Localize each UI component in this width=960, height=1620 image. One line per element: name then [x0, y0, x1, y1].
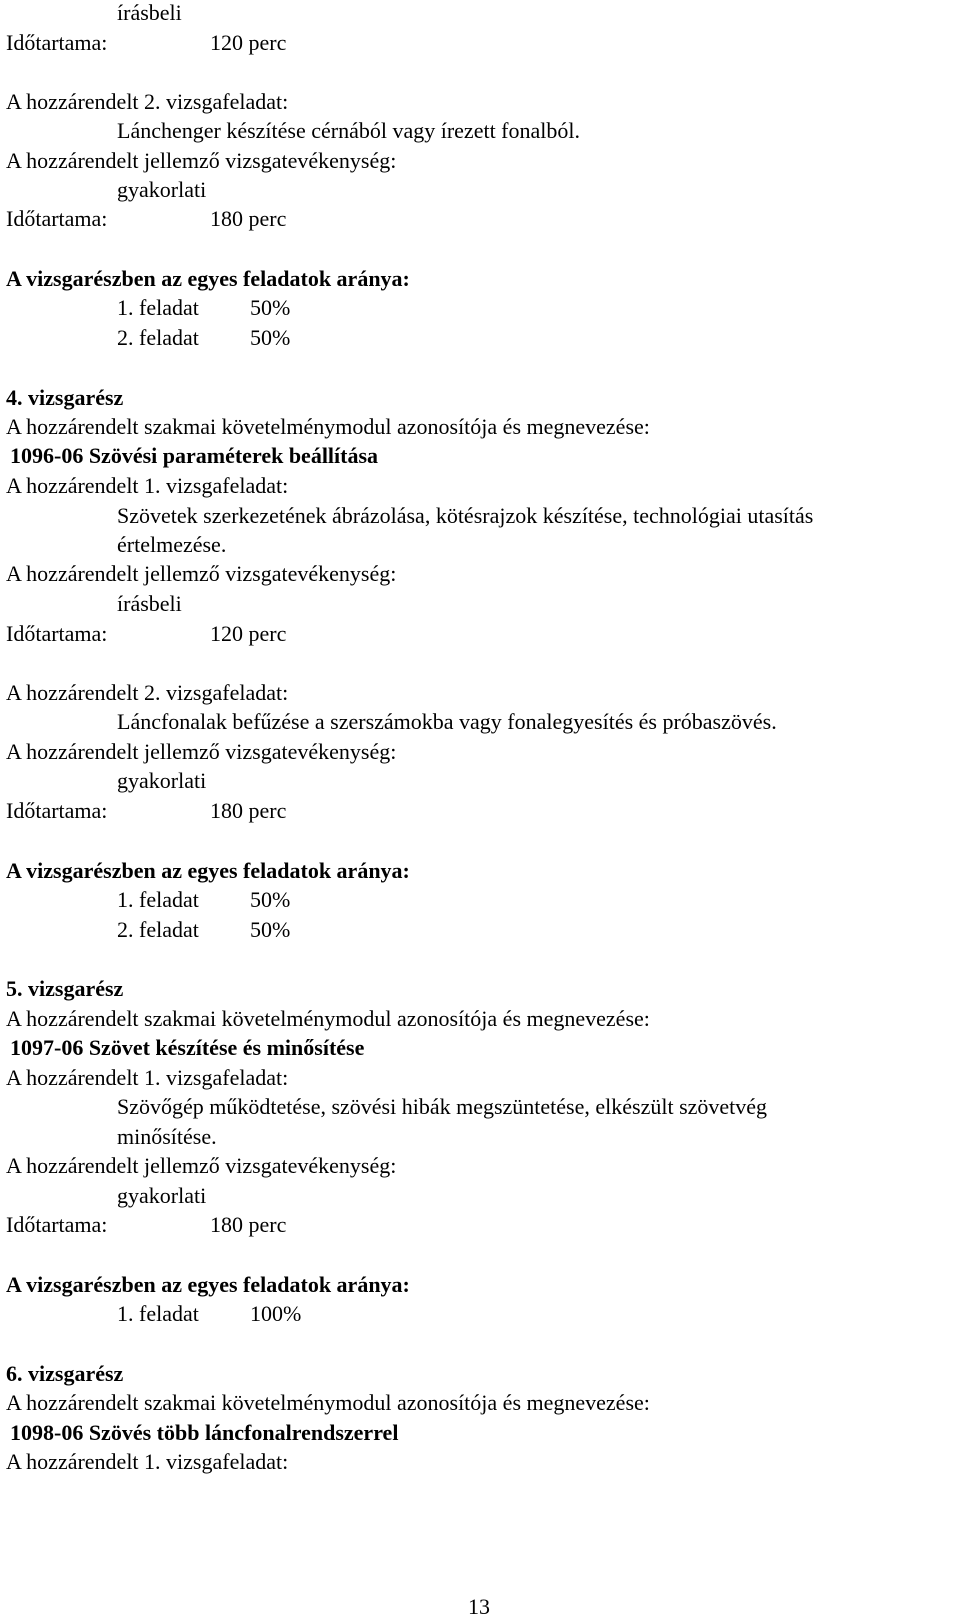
activity-type-text: gyakorlati	[117, 768, 207, 793]
activity-label: A hozzárendelt jellemző vizsgatevékenység:	[6, 739, 397, 764]
task1-text-line1: Szövetek szerkezetének ábrázolása, kötésrajzok készítése, technológiai utasítás	[117, 503, 814, 528]
activity-label: A hozzárendelt jellemző vizsgatevékenység:	[6, 561, 397, 586]
ratio-heading: A vizsgarészben az egyes feladatok aránya:	[6, 858, 410, 883]
part6-module: 1098-06 Szövés több láncfonalrendszerrel	[10, 1420, 399, 1445]
activity-label: A hozzárendelt jellemző vizsgatevékenység:	[6, 148, 397, 173]
part6-title: 6. vizsgarész	[6, 1361, 124, 1386]
task1-text-line2: minősítése.	[117, 1124, 217, 1149]
activity-type-text: írásbeli	[117, 591, 182, 616]
duration-label: Időtartama:	[6, 1212, 108, 1237]
module-label: A hozzárendelt szakmai követelménymodul azonosítója és megnevezése:	[6, 1390, 650, 1415]
part4-title: 4. vizsgarész	[6, 385, 124, 410]
ratio-task-value: 50%	[250, 295, 291, 320]
ratio-task-label: 2. feladat	[117, 325, 199, 350]
part4-module: 1096-06 Szövési paraméterek beállítása	[10, 443, 379, 468]
activity-label: A hozzárendelt jellemző vizsgatevékenység:	[6, 1153, 397, 1178]
duration-label: Időtartama:	[6, 30, 108, 55]
ratio-task-label: 1. feladat	[117, 295, 199, 320]
task2-label: A hozzárendelt 2. vizsgafeladat:	[6, 680, 289, 705]
ratio-heading: A vizsgarészben az egyes feladatok aránya:	[6, 1272, 410, 1297]
duration-value: 180 perc	[210, 206, 287, 231]
ratio-heading: A vizsgarészben az egyes feladatok aránya:	[6, 266, 410, 291]
page-number: 13	[468, 1594, 490, 1619]
duration-label: Időtartama:	[6, 206, 108, 231]
activity-type-text: gyakorlati	[117, 177, 207, 202]
duration-label: Időtartama:	[6, 621, 108, 646]
duration-label: Időtartama:	[6, 798, 108, 823]
activity-type-text: írásbeli	[117, 0, 182, 25]
module-label: A hozzárendelt szakmai követelménymodul azonosítója és megnevezése:	[6, 1006, 650, 1031]
duration-value: 120 perc	[210, 30, 287, 55]
ratio-task-label: 2. feladat	[117, 917, 199, 942]
ratio-task-label: 1. feladat	[117, 887, 199, 912]
task1-text-line2: értelmezése.	[117, 532, 227, 557]
ratio-task-label: 1. feladat	[117, 1301, 199, 1326]
task1-label: A hozzárendelt 1. vizsgafeladat:	[6, 1065, 289, 1090]
ratio-task-value: 50%	[250, 917, 291, 942]
ratio-task-value: 100%	[250, 1301, 302, 1326]
duration-value: 120 perc	[210, 621, 287, 646]
activity-type-text: gyakorlati	[117, 1183, 207, 1208]
duration-value: 180 perc	[210, 798, 287, 823]
duration-value: 180 perc	[210, 1212, 287, 1237]
task1-text-line1: Szövőgép működtetése, szövési hibák megszüntetése, elkészült szövetvég	[117, 1094, 768, 1119]
task2-text: Lánchenger készítése cérnából vagy írezett fonalból.	[117, 118, 580, 143]
task1-label: A hozzárendelt 1. vizsgafeladat:	[6, 1449, 289, 1474]
task2-label: A hozzárendelt 2. vizsgafeladat:	[6, 89, 289, 114]
ratio-task-value: 50%	[250, 887, 291, 912]
task2-text: Láncfonalak befűzése a szerszámokba vagy fonalegyesítés és próbaszövés.	[117, 709, 777, 734]
module-label: A hozzárendelt szakmai követelménymodul azonosítója és megnevezése:	[6, 414, 650, 439]
part5-module: 1097-06 Szövet készítése és minősítése	[10, 1035, 365, 1060]
task1-label: A hozzárendelt 1. vizsgafeladat:	[6, 473, 289, 498]
ratio-task-value: 50%	[250, 325, 291, 350]
part5-title: 5. vizsgarész	[6, 976, 124, 1001]
